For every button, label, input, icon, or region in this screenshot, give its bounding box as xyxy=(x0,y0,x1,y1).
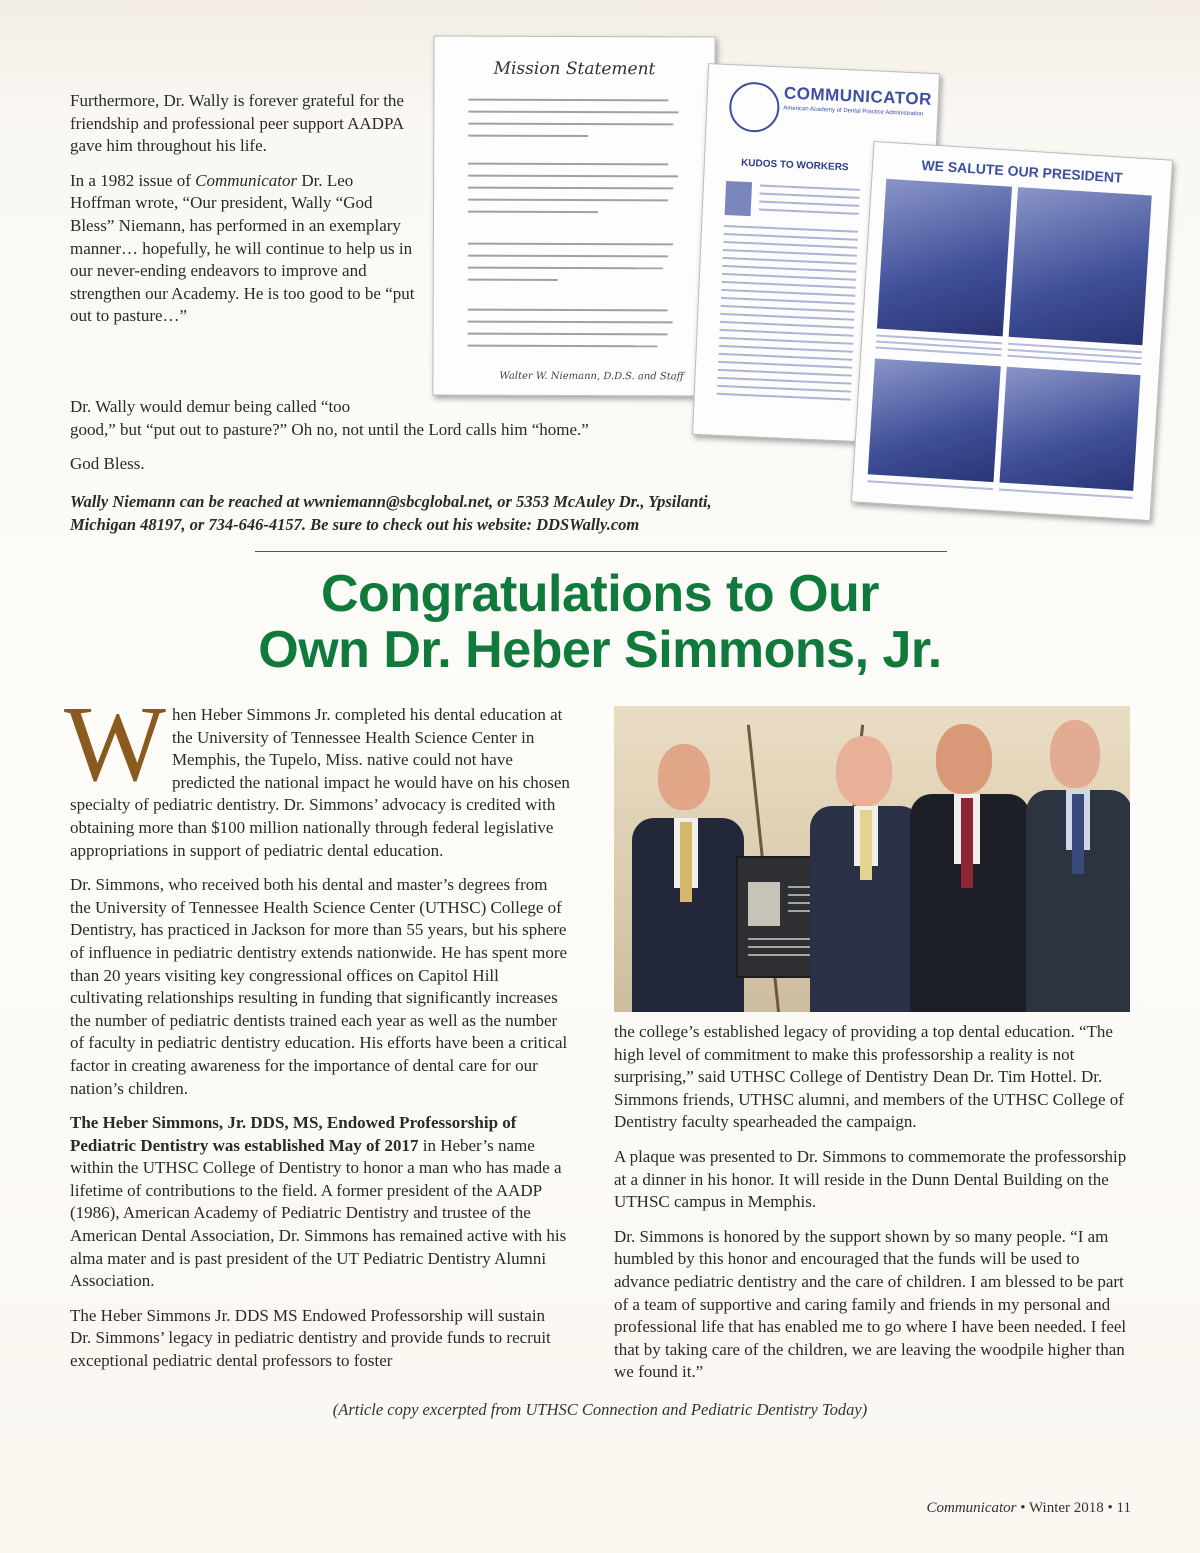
drop-cap: W xyxy=(64,685,166,804)
portrait-photo xyxy=(1009,187,1152,345)
unicycle-photo xyxy=(877,179,1012,337)
paragraph-line: good,” but “put out to pasture?” Oh no, not until the Lord calls him “home.” xyxy=(70,419,589,439)
article-column-left xyxy=(64,685,570,1385)
sign-off: God Bless. xyxy=(70,454,145,474)
salute-title: WE SALUTE OUR PRESIDENT xyxy=(921,157,1124,186)
group-photo xyxy=(868,358,1001,482)
source-credit: (Article copy excerpted from UTHSC Connection and Pediatric Dentistry Today) xyxy=(332,1400,868,1419)
newsletter-photo xyxy=(725,181,752,216)
paragraph: A plaque was presented to Dr. Simmons to commemorate the professorship at a dinner in his honor. It will reside in the Dunn Dental Building on the UTHSC campus in Memphis. xyxy=(614,1146,1127,1212)
headline-line: Congratulations to Our xyxy=(320,565,880,623)
paragraph: Furthermore, Dr. Wally is forever grateful for the friendship and professional peer support AADPA gave him throughout his life. xyxy=(70,91,404,156)
paragraph xyxy=(70,170,415,328)
newsletter-title: COMMUNICATOR xyxy=(783,83,933,109)
text-run: in Heber’s name within the UTHSC College of Dentistry to honor a man who has made a lifetime of contributions to the field. A former president of the AADP (1986), American Academy of Pediatric Dentistry and trustee of the American Dental Association, Dr. Simmons has remained active with his alma mater and is past president of the UT Pediatric Dentistry Alumni Association. xyxy=(70,1135,567,1291)
paragraph: Dr. Simmons, who received both his dental and master’s degrees from the University of Tennessee Health Science Center (UTHSC) College of Dentistry, has practiced in Jackson for more than 55 years, but his sphere of influence in pediatric dentistry extends nationwide. He has spent more than 20 years visiting key congressional offices on Capitol Hill cultivating relationships resulting in funding that significantly increases the number of pediatric dentists trained each year as well as the number of faculty in pediatric dentistry education. His efforts have been a critical factor in creating awareness for the importance of dental care for our nation’s children. xyxy=(70,875,568,1098)
paragraph: the college’s established legacy of providing a top dental education. “The high level of commitment to make this professorship a reality is not surprising,” said UTHSC College of Dentistry Dean Dr. Tim Hottel. Dr. Simmons friends, UTHSC alumni, and members of the UTHSC College of Dentistry faculty spearheaded the campaign. xyxy=(614,1022,1124,1132)
closing-text xyxy=(70,396,690,488)
footer-issue: • Winter 2018 • 11 xyxy=(1016,1500,1131,1516)
article-column-right xyxy=(614,1021,1134,1396)
paragraph-line: Dr. Wally would demur being called “too xyxy=(70,397,351,416)
salute-president-image xyxy=(851,141,1173,521)
mission-signature: Walter W. Niemann, D.D.S. and Staff xyxy=(499,370,684,383)
mission-statement-image xyxy=(432,36,715,397)
mission-title: Mission Statement xyxy=(493,58,656,80)
plaque-presentation-photo xyxy=(614,706,1130,1012)
intro-column xyxy=(70,90,415,340)
paragraph xyxy=(64,685,570,862)
paragraph: The Heber Simmons Jr. DDS MS Endowed Professorship will sustain Dr. Simmons’ legacy in pediatric dentistry and provide funds to recruit exceptional pediatric dental professors to foster xyxy=(70,1305,551,1371)
text-run: hen Heber Simmons Jr. completed his dental education at the University of Tennessee Health Science Center in Memphis, the Tupelo, Miss. native could not have predicted the national impact he would have on his chosen specialty of pediatric dentistry. Dr. Simmons’ advocacy is credited with obtaining more than $100 million nationally through federal legislative appropriations in support of pediatric dental education. xyxy=(70,705,570,860)
paragraph: Dr. Simmons is honored by the support shown by so many people. “I am humbled by this honor and encouraged that the funds will be used to advance pediatric dentistry and the care of children. I am blessed to be part of a team of supportive and caring family and friends in my personal and professional life that has enabled me to go where I have been needed. I feel that by taking care of the children, we are leaving the woodpile higher than we found it.” xyxy=(614,1226,1127,1382)
contact-line: Wally Niemann can be reached at wwniemann@sbcglobal.net, or 5353 McAuley Dr., Ypsilanti, xyxy=(70,492,712,511)
section-divider xyxy=(255,551,947,552)
text-run: Dr. Leo Hoffman wrote, “Our president, Wally “God Bless” Niemann, has performed in an exemplary manner… hopefully, he will continue to help us in our never-ending endeavors to improve and strengthen our Academy. He is too good to be “put out to pasture…” xyxy=(70,170,415,326)
contact-line: Michigan 48197, or 734-646-4157. Be sure to check out his website: DDSWally.com xyxy=(70,514,640,534)
headline-line: Own Dr. Heber Simmons, Jr. xyxy=(258,621,942,679)
text-run: In a 1982 issue of xyxy=(70,170,196,190)
article-headline xyxy=(0,566,1200,678)
couple-photo xyxy=(999,367,1140,491)
footer-publication: Communicator xyxy=(926,1500,1017,1516)
publication-name: Communicator xyxy=(195,170,298,190)
paragraph xyxy=(70,1112,570,1293)
bold-text: The Heber Simmons, Jr. DDS, MS, Endowed Professorship of Pediatric Dentistry was established May of 2017 xyxy=(70,1113,517,1155)
academy-seal-icon xyxy=(728,81,780,133)
newsletter-heading: KUDOS TO WORKERS xyxy=(740,157,849,174)
newsletter-subtitle: American Academy of Dental Practice Administration xyxy=(783,105,924,118)
contact-info xyxy=(70,491,750,536)
page-footer xyxy=(895,1500,1131,1517)
